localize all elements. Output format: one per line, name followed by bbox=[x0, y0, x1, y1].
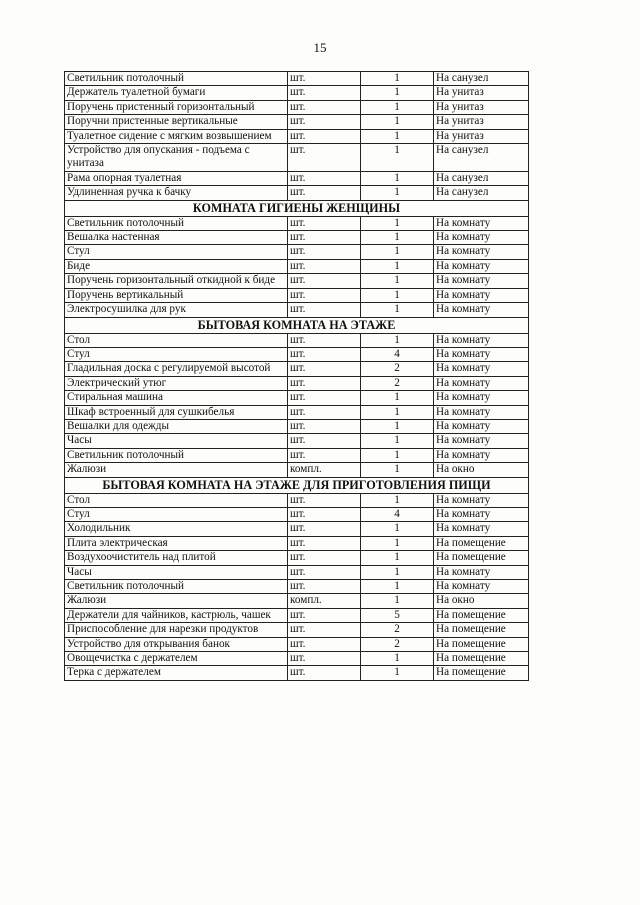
quantity-cell: 1 bbox=[361, 144, 434, 172]
location-cell: На помещение bbox=[434, 623, 529, 637]
unit-cell: шт. bbox=[288, 129, 361, 143]
table-row bbox=[65, 463, 529, 477]
unit-cell: шт. bbox=[288, 186, 361, 200]
table-row bbox=[65, 448, 529, 462]
item-name-cell: Светильник потолочный bbox=[65, 72, 288, 86]
location-cell: На помещение bbox=[434, 536, 529, 550]
location-cell: На комнату bbox=[434, 580, 529, 594]
table-row bbox=[65, 623, 529, 637]
unit-cell: шт. bbox=[288, 303, 361, 317]
location-cell: На комнату bbox=[434, 362, 529, 376]
item-name-cell: Вешалки для одежды bbox=[65, 419, 288, 433]
item-name-cell: Жалюзи bbox=[65, 594, 288, 608]
quantity-cell: 1 bbox=[361, 231, 434, 245]
quantity-cell: 1 bbox=[361, 274, 434, 288]
table-row bbox=[65, 594, 529, 608]
unit-cell: шт. bbox=[288, 522, 361, 536]
unit-cell: шт. bbox=[288, 536, 361, 550]
quantity-cell: 1 bbox=[361, 186, 434, 200]
item-name-cell: Держатель туалетной бумаги bbox=[65, 86, 288, 100]
item-name-cell: Овощечистка с держателем bbox=[65, 652, 288, 666]
location-cell: На унитаз bbox=[434, 86, 529, 100]
item-name-cell: Электросушилка для рук bbox=[65, 303, 288, 317]
item-name-cell: Удлиненная ручка к бачку bbox=[65, 186, 288, 200]
table-row bbox=[65, 86, 529, 100]
section-title: БЫТОВАЯ КОМНАТА НА ЭТАЖЕ ДЛЯ ПРИГОТОВЛЕНИЯ ПИЩИ bbox=[65, 477, 529, 493]
table-row bbox=[65, 72, 529, 86]
location-cell: На комнату bbox=[434, 288, 529, 302]
table-row bbox=[65, 522, 529, 536]
table-row bbox=[65, 303, 529, 317]
quantity-cell: 1 bbox=[361, 463, 434, 477]
quantity-cell: 1 bbox=[361, 72, 434, 86]
location-cell: На помещение bbox=[434, 652, 529, 666]
unit-cell: шт. bbox=[288, 405, 361, 419]
unit-cell: шт. bbox=[288, 171, 361, 185]
unit-cell: шт. bbox=[288, 362, 361, 376]
location-cell: На комнату bbox=[434, 522, 529, 536]
item-name-cell: Биде bbox=[65, 259, 288, 273]
table-row bbox=[65, 551, 529, 565]
quantity-cell: 1 bbox=[361, 434, 434, 448]
item-name-cell: Стул bbox=[65, 347, 288, 361]
quantity-cell: 1 bbox=[361, 333, 434, 347]
item-name-cell: Часы bbox=[65, 434, 288, 448]
unit-cell: шт. bbox=[288, 347, 361, 361]
quantity-cell: 1 bbox=[361, 536, 434, 550]
unit-cell: шт. bbox=[288, 216, 361, 230]
location-cell: На комнату bbox=[434, 434, 529, 448]
table-row bbox=[65, 245, 529, 259]
table-row bbox=[65, 144, 529, 172]
unit-cell: шт. bbox=[288, 376, 361, 390]
unit-cell: шт. bbox=[288, 434, 361, 448]
item-name-cell: Стиральная машина bbox=[65, 391, 288, 405]
item-name-cell: Туалетное сидение с мягким возвышением bbox=[65, 129, 288, 143]
item-name-cell: Стул bbox=[65, 245, 288, 259]
location-cell: На санузел bbox=[434, 144, 529, 172]
table-row bbox=[65, 434, 529, 448]
table-row bbox=[65, 637, 529, 651]
item-name-cell: Воздухоочиститель над плитой bbox=[65, 551, 288, 565]
item-name-cell: Поручень пристенный горизонтальный bbox=[65, 100, 288, 114]
location-cell: На помещение bbox=[434, 637, 529, 651]
unit-cell: шт. bbox=[288, 391, 361, 405]
quantity-cell: 4 bbox=[361, 347, 434, 361]
item-name-cell: Электрический утюг bbox=[65, 376, 288, 390]
location-cell: На комнату bbox=[434, 333, 529, 347]
location-cell: На санузел bbox=[434, 186, 529, 200]
unit-cell: шт. bbox=[288, 72, 361, 86]
table-row bbox=[65, 493, 529, 507]
unit-cell: шт. bbox=[288, 493, 361, 507]
table-row bbox=[65, 405, 529, 419]
equipment-table-body bbox=[65, 72, 529, 681]
table-row bbox=[65, 652, 529, 666]
quantity-cell: 1 bbox=[361, 405, 434, 419]
unit-cell: шт. bbox=[288, 259, 361, 273]
section-title: КОМНАТА ГИГИЕНЫ ЖЕНЩИНЫ bbox=[65, 200, 529, 216]
unit-cell: шт. bbox=[288, 144, 361, 172]
unit-cell: компл. bbox=[288, 463, 361, 477]
item-name-cell: Устройство для опускания - подъема с унитаза bbox=[65, 144, 288, 172]
location-cell: На комнату bbox=[434, 507, 529, 521]
table-row bbox=[65, 171, 529, 185]
table-row bbox=[65, 288, 529, 302]
location-cell: На помещение bbox=[434, 608, 529, 622]
location-cell: На комнату bbox=[434, 493, 529, 507]
item-name-cell: Вешалка настенная bbox=[65, 231, 288, 245]
table-row bbox=[65, 391, 529, 405]
item-name-cell: Гладильная доска с регулируемой высотой bbox=[65, 362, 288, 376]
location-cell: На окно bbox=[434, 463, 529, 477]
table-row bbox=[65, 376, 529, 390]
quantity-cell: 1 bbox=[361, 594, 434, 608]
item-name-cell: Рама опорная туалетная bbox=[65, 171, 288, 185]
section-title: БЫТОВАЯ КОМНАТА НА ЭТАЖЕ bbox=[65, 317, 529, 333]
item-name-cell: Стул bbox=[65, 507, 288, 521]
item-name-cell: Поручень горизонтальный откидной к биде bbox=[65, 274, 288, 288]
table-row bbox=[65, 259, 529, 273]
table-row bbox=[65, 362, 529, 376]
quantity-cell: 2 bbox=[361, 623, 434, 637]
table-row bbox=[65, 274, 529, 288]
table-row bbox=[65, 419, 529, 433]
location-cell: На комнату bbox=[434, 231, 529, 245]
unit-cell: шт. bbox=[288, 580, 361, 594]
quantity-cell: 1 bbox=[361, 303, 434, 317]
unit-cell: шт. bbox=[288, 637, 361, 651]
location-cell: На санузел bbox=[434, 171, 529, 185]
quantity-cell: 1 bbox=[361, 580, 434, 594]
location-cell: На комнату bbox=[434, 448, 529, 462]
unit-cell: шт. bbox=[288, 419, 361, 433]
section-header-row bbox=[65, 477, 529, 493]
unit-cell: шт. bbox=[288, 288, 361, 302]
item-name-cell: Холодильник bbox=[65, 522, 288, 536]
item-name-cell: Светильник потолочный bbox=[65, 216, 288, 230]
location-cell: На комнату bbox=[434, 347, 529, 361]
item-name-cell: Терка с держателем bbox=[65, 666, 288, 680]
quantity-cell: 1 bbox=[361, 666, 434, 680]
location-cell: На помещение bbox=[434, 666, 529, 680]
table-row bbox=[65, 115, 529, 129]
table-row bbox=[65, 231, 529, 245]
quantity-cell: 1 bbox=[361, 652, 434, 666]
unit-cell: шт. bbox=[288, 652, 361, 666]
unit-cell: шт. bbox=[288, 100, 361, 114]
quantity-cell: 1 bbox=[361, 259, 434, 273]
table-row bbox=[65, 580, 529, 594]
quantity-cell: 1 bbox=[361, 86, 434, 100]
location-cell: На унитаз bbox=[434, 100, 529, 114]
equipment-table bbox=[64, 71, 529, 681]
location-cell: На комнату bbox=[434, 303, 529, 317]
location-cell: На комнату bbox=[434, 245, 529, 259]
location-cell: На комнату bbox=[434, 274, 529, 288]
section-header-row bbox=[65, 200, 529, 216]
quantity-cell: 5 bbox=[361, 608, 434, 622]
unit-cell: шт. bbox=[288, 608, 361, 622]
item-name-cell: Поручни пристенные вертикальные bbox=[65, 115, 288, 129]
item-name-cell: Стол bbox=[65, 493, 288, 507]
item-name-cell: Устройство для открывания банок bbox=[65, 637, 288, 651]
quantity-cell: 1 bbox=[361, 522, 434, 536]
location-cell: На комнату bbox=[434, 376, 529, 390]
table-row bbox=[65, 129, 529, 143]
unit-cell: шт. bbox=[288, 245, 361, 259]
unit-cell: шт. bbox=[288, 551, 361, 565]
location-cell: На комнату bbox=[434, 259, 529, 273]
unit-cell: шт. bbox=[288, 507, 361, 521]
table-row bbox=[65, 666, 529, 680]
quantity-cell: 1 bbox=[361, 565, 434, 579]
item-name-cell: Светильник потолочный bbox=[65, 448, 288, 462]
location-cell: На помещение bbox=[434, 551, 529, 565]
table-row bbox=[65, 507, 529, 521]
unit-cell: шт. bbox=[288, 448, 361, 462]
table-row bbox=[65, 608, 529, 622]
table-row bbox=[65, 216, 529, 230]
table-row bbox=[65, 347, 529, 361]
quantity-cell: 2 bbox=[361, 362, 434, 376]
quantity-cell: 1 bbox=[361, 245, 434, 259]
location-cell: На унитаз bbox=[434, 129, 529, 143]
item-name-cell: Поручень вертикальный bbox=[65, 288, 288, 302]
quantity-cell: 1 bbox=[361, 100, 434, 114]
section-header-row bbox=[65, 317, 529, 333]
unit-cell: шт. bbox=[288, 115, 361, 129]
quantity-cell: 1 bbox=[361, 551, 434, 565]
location-cell: На комнату bbox=[434, 405, 529, 419]
page-number: 15 bbox=[313, 40, 327, 55]
item-name-cell: Часы bbox=[65, 565, 288, 579]
quantity-cell: 1 bbox=[361, 493, 434, 507]
item-name-cell: Приспособление для нарезки продуктов bbox=[65, 623, 288, 637]
location-cell: На санузел bbox=[434, 72, 529, 86]
location-cell: На комнату bbox=[434, 391, 529, 405]
table-row bbox=[65, 565, 529, 579]
location-cell: На окно bbox=[434, 594, 529, 608]
quantity-cell: 1 bbox=[361, 288, 434, 302]
item-name-cell: Светильник потолочный bbox=[65, 580, 288, 594]
table-row bbox=[65, 186, 529, 200]
unit-cell: шт. bbox=[288, 565, 361, 579]
table-row bbox=[65, 333, 529, 347]
unit-cell: шт. bbox=[288, 274, 361, 288]
item-name-cell: Держатели для чайников, кастрюль, чашек bbox=[65, 608, 288, 622]
quantity-cell: 2 bbox=[361, 637, 434, 651]
unit-cell: шт. bbox=[288, 666, 361, 680]
quantity-cell: 1 bbox=[361, 115, 434, 129]
quantity-cell: 1 bbox=[361, 419, 434, 433]
unit-cell: шт. bbox=[288, 231, 361, 245]
quantity-cell: 1 bbox=[361, 216, 434, 230]
table-row bbox=[65, 100, 529, 114]
item-name-cell: Шкаф встроенный для сушкибелья bbox=[65, 405, 288, 419]
unit-cell: шт. bbox=[288, 623, 361, 637]
location-cell: На комнату bbox=[434, 565, 529, 579]
quantity-cell: 1 bbox=[361, 129, 434, 143]
quantity-cell: 4 bbox=[361, 507, 434, 521]
item-name-cell: Жалюзи bbox=[65, 463, 288, 477]
unit-cell: шт. bbox=[288, 86, 361, 100]
item-name-cell: Стол bbox=[65, 333, 288, 347]
location-cell: На комнату bbox=[434, 216, 529, 230]
item-name-cell: Плита электрическая bbox=[65, 536, 288, 550]
quantity-cell: 1 bbox=[361, 391, 434, 405]
table-row bbox=[65, 536, 529, 550]
quantity-cell: 1 bbox=[361, 171, 434, 185]
unit-cell: шт. bbox=[288, 333, 361, 347]
unit-cell: компл. bbox=[288, 594, 361, 608]
location-cell: На унитаз bbox=[434, 115, 529, 129]
location-cell: На комнату bbox=[434, 419, 529, 433]
quantity-cell: 1 bbox=[361, 448, 434, 462]
quantity-cell: 2 bbox=[361, 376, 434, 390]
